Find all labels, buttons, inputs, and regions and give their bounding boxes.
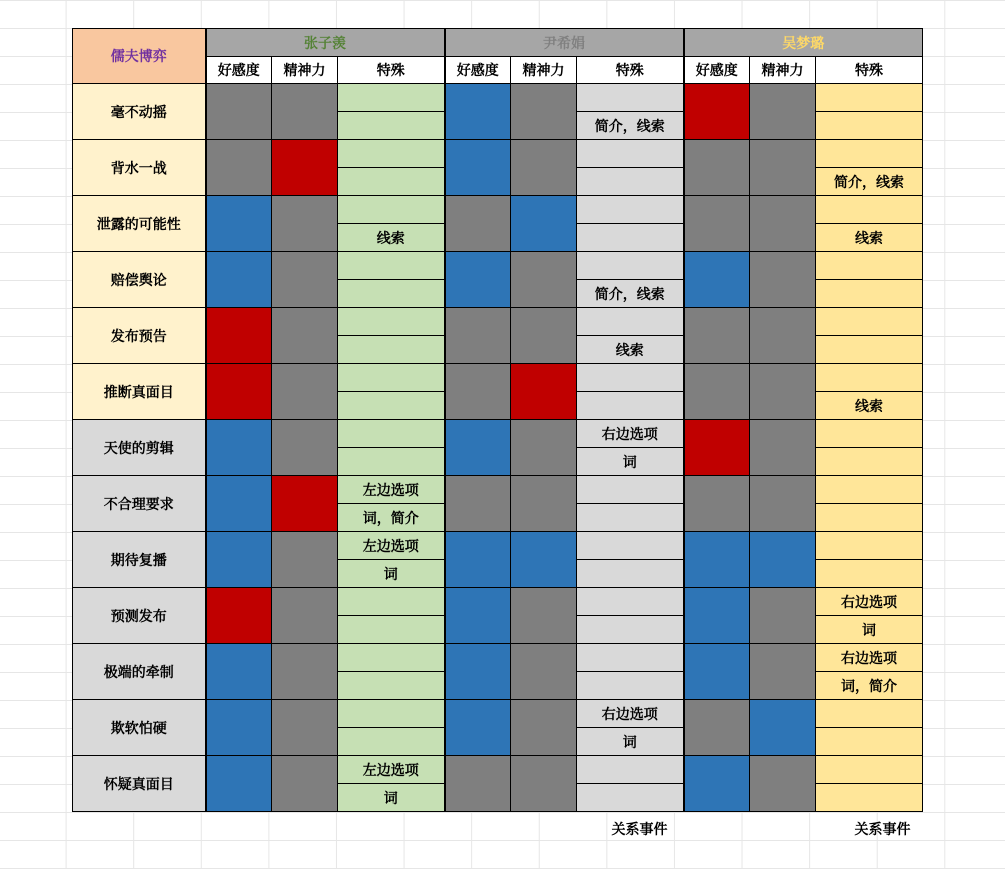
spirit-cell[interactable]: [511, 476, 577, 532]
favor-header[interactable]: 好感度: [206, 57, 272, 84]
special-cell[interactable]: [816, 252, 923, 280]
event-name-cell[interactable]: 毫不动摇: [73, 84, 206, 140]
table-row: [73, 84, 923, 112]
special-cell[interactable]: 词: [338, 560, 445, 588]
special-cell[interactable]: 线索: [338, 224, 445, 252]
special-cell[interactable]: [577, 308, 684, 336]
favor-cell[interactable]: [684, 644, 750, 700]
special-cell[interactable]: [816, 504, 923, 532]
special-cell[interactable]: [577, 532, 684, 560]
favor-cell[interactable]: [684, 756, 750, 812]
spirit-cell[interactable]: [511, 588, 577, 644]
special-cell[interactable]: [338, 336, 445, 364]
spirit-cell[interactable]: [511, 756, 577, 812]
event-name-cell[interactable]: 预测发布: [73, 588, 206, 644]
favor-cell[interactable]: [684, 420, 750, 476]
favor-cell[interactable]: [445, 308, 511, 364]
spirit-cell[interactable]: [272, 308, 338, 364]
special-cell[interactable]: [577, 756, 684, 784]
special-cell[interactable]: [577, 140, 684, 168]
spirit-cell[interactable]: [272, 140, 338, 196]
table-row: [73, 420, 923, 448]
special-cell[interactable]: [816, 280, 923, 308]
favor-cell[interactable]: [206, 364, 272, 420]
spirit-cell[interactable]: [511, 364, 577, 420]
spirit-cell[interactable]: [511, 644, 577, 700]
special-cell[interactable]: 左边选项: [338, 756, 445, 784]
spirit-cell[interactable]: [750, 84, 816, 140]
special-cell[interactable]: [338, 112, 445, 140]
spirit-cell[interactable]: [750, 420, 816, 476]
favor-cell[interactable]: [684, 532, 750, 588]
special-cell[interactable]: [338, 392, 445, 420]
special-cell[interactable]: 词: [577, 728, 684, 756]
special-cell[interactable]: [338, 252, 445, 280]
table-row: [73, 644, 923, 672]
spirit-cell[interactable]: [511, 532, 577, 588]
special-cell[interactable]: [816, 364, 923, 392]
special-cell[interactable]: [816, 560, 923, 588]
spirit-cell[interactable]: [511, 700, 577, 756]
special-cell[interactable]: 右边选项: [577, 700, 684, 728]
favor-cell[interactable]: [206, 308, 272, 364]
spirit-cell[interactable]: [511, 196, 577, 252]
special-cell[interactable]: [577, 616, 684, 644]
favor-cell[interactable]: [684, 588, 750, 644]
special-cell[interactable]: [577, 364, 684, 392]
spirit-cell[interactable]: [272, 756, 338, 812]
table-row: [73, 756, 923, 784]
spirit-cell[interactable]: [511, 84, 577, 140]
event-name-cell[interactable]: 背水一战: [73, 140, 206, 196]
special-cell[interactable]: [577, 476, 684, 504]
favor-cell[interactable]: [684, 308, 750, 364]
table-row: [73, 588, 923, 616]
special-cell[interactable]: [816, 336, 923, 364]
favor-cell[interactable]: [684, 196, 750, 252]
special-cell[interactable]: 线索: [816, 392, 923, 420]
special-cell[interactable]: 词，简介: [338, 504, 445, 532]
special-cell[interactable]: [816, 532, 923, 560]
footer-row: [0, 812, 1005, 842]
special-cell[interactable]: [816, 784, 923, 812]
spirit-cell[interactable]: [511, 140, 577, 196]
special-cell[interactable]: 词，简介: [816, 672, 923, 700]
spirit-cell[interactable]: [272, 588, 338, 644]
special-cell[interactable]: [577, 252, 684, 280]
favor-cell[interactable]: [445, 420, 511, 476]
favor-cell[interactable]: [684, 84, 750, 140]
table-row: [73, 308, 923, 336]
favor-cell[interactable]: [206, 532, 272, 588]
special-cell[interactable]: [816, 420, 923, 448]
favor-cell[interactable]: [445, 588, 511, 644]
favor-cell[interactable]: [206, 196, 272, 252]
event-name-cell[interactable]: 极端的牵制: [73, 644, 206, 700]
favor-cell[interactable]: [684, 700, 750, 756]
special-cell[interactable]: [816, 112, 923, 140]
special-cell[interactable]: [338, 280, 445, 308]
spirit-cell[interactable]: [750, 588, 816, 644]
special-cell[interactable]: [338, 84, 445, 112]
special-cell[interactable]: [577, 196, 684, 224]
character-header-2[interactable]: 尹希娟: [445, 29, 684, 57]
special-cell[interactable]: 左边选项: [338, 476, 445, 504]
favor-cell[interactable]: [445, 84, 511, 140]
special-cell[interactable]: 词: [338, 784, 445, 812]
event-name-cell[interactable]: 不合理要求: [73, 476, 206, 532]
special-header[interactable]: 特殊: [338, 57, 445, 84]
spirit-cell[interactable]: [750, 644, 816, 700]
spirit-cell[interactable]: [750, 700, 816, 756]
spirit-cell[interactable]: [272, 84, 338, 140]
spirit-cell[interactable]: [272, 364, 338, 420]
spirit-cell[interactable]: [511, 420, 577, 476]
special-cell[interactable]: 简介，线索: [577, 280, 684, 308]
special-cell[interactable]: [338, 672, 445, 700]
special-cell[interactable]: [577, 588, 684, 616]
event-name-cell[interactable]: 赔偿舆论: [73, 252, 206, 308]
special-cell[interactable]: [816, 84, 923, 112]
spirit-cell[interactable]: [272, 644, 338, 700]
special-cell[interactable]: [338, 308, 445, 336]
special-cell[interactable]: 词: [577, 448, 684, 476]
spirit-cell[interactable]: [750, 532, 816, 588]
spirit-cell[interactable]: [750, 196, 816, 252]
favor-cell[interactable]: [684, 476, 750, 532]
character-header-1[interactable]: 张子羡: [206, 29, 445, 57]
table-row: [73, 532, 923, 560]
special-cell[interactable]: [338, 644, 445, 672]
special-cell[interactable]: [577, 784, 684, 812]
spirit-header[interactable]: 精神力: [511, 57, 577, 84]
special-cell[interactable]: [816, 756, 923, 784]
special-header[interactable]: 特殊: [577, 57, 684, 84]
spirit-cell[interactable]: [750, 252, 816, 308]
special-cell[interactable]: 简介，线索: [816, 168, 923, 196]
spirit-cell[interactable]: [272, 476, 338, 532]
special-cell[interactable]: [816, 700, 923, 728]
table-title[interactable]: 儒夫博弈: [73, 29, 206, 84]
favor-cell[interactable]: [445, 756, 511, 812]
table-row: [73, 140, 923, 168]
favor-cell[interactable]: [445, 252, 511, 308]
spirit-cell[interactable]: [272, 532, 338, 588]
special-cell[interactable]: 线索: [577, 336, 684, 364]
event-name-cell[interactable]: 发布预告: [73, 308, 206, 364]
special-cell[interactable]: [338, 420, 445, 448]
special-cell[interactable]: 右边选项: [577, 420, 684, 448]
special-cell[interactable]: [338, 168, 445, 196]
favor-cell[interactable]: [445, 140, 511, 196]
table-row: [73, 196, 923, 224]
special-cell[interactable]: [816, 728, 923, 756]
favor-cell[interactable]: [206, 756, 272, 812]
event-name-cell[interactable]: 泄露的可能性: [73, 196, 206, 252]
spirit-cell[interactable]: [272, 700, 338, 756]
special-cell[interactable]: [577, 84, 684, 112]
favor-cell[interactable]: [206, 252, 272, 308]
table-row: [73, 252, 923, 280]
favor-header[interactable]: 好感度: [445, 57, 511, 84]
special-cell[interactable]: [338, 700, 445, 728]
special-cell[interactable]: [338, 448, 445, 476]
table-row: [73, 700, 923, 728]
spirit-cell[interactable]: [750, 308, 816, 364]
favor-cell[interactable]: [445, 532, 511, 588]
special-cell[interactable]: 线索: [816, 224, 923, 252]
spirit-cell[interactable]: [750, 140, 816, 196]
favor-cell[interactable]: [445, 476, 511, 532]
special-cell[interactable]: [577, 224, 684, 252]
special-cell[interactable]: [338, 588, 445, 616]
table-row: [73, 364, 923, 392]
favor-cell[interactable]: [206, 476, 272, 532]
favor-cell[interactable]: [445, 700, 511, 756]
special-cell[interactable]: [338, 196, 445, 224]
special-cell[interactable]: [816, 308, 923, 336]
relationship-event-label[interactable]: 关系事件: [854, 822, 911, 838]
special-cell[interactable]: [816, 476, 923, 504]
special-cell[interactable]: [338, 616, 445, 644]
special-cell[interactable]: [816, 448, 923, 476]
spirit-cell[interactable]: [750, 476, 816, 532]
favor-cell[interactable]: [445, 644, 511, 700]
special-cell[interactable]: [577, 560, 684, 588]
spirit-header[interactable]: 精神力: [272, 57, 338, 84]
spirit-header[interactable]: 精神力: [750, 57, 816, 84]
favor-cell[interactable]: [206, 644, 272, 700]
favor-header[interactable]: 好感度: [684, 57, 750, 84]
favor-cell[interactable]: [206, 84, 272, 140]
special-cell[interactable]: [577, 504, 684, 532]
spirit-cell[interactable]: [272, 196, 338, 252]
event-table: [72, 28, 923, 812]
special-cell[interactable]: [816, 196, 923, 224]
event-name-cell[interactable]: 推断真面目: [73, 364, 206, 420]
spirit-cell[interactable]: [272, 420, 338, 476]
event-name-cell[interactable]: 欺软怕硬: [73, 700, 206, 756]
event-name-cell[interactable]: 期待复播: [73, 532, 206, 588]
special-cell[interactable]: 右边选项: [816, 644, 923, 672]
spirit-cell[interactable]: [750, 756, 816, 812]
event-name-cell[interactable]: 怀疑真面目: [73, 756, 206, 812]
favor-cell[interactable]: [206, 420, 272, 476]
special-cell[interactable]: [577, 644, 684, 672]
spirit-cell[interactable]: [511, 308, 577, 364]
special-header[interactable]: 特殊: [816, 57, 923, 84]
favor-cell[interactable]: [684, 140, 750, 196]
favor-cell[interactable]: [684, 252, 750, 308]
favor-cell[interactable]: [206, 140, 272, 196]
character-header-3[interactable]: 吴梦璐: [684, 29, 923, 57]
favor-cell[interactable]: [684, 364, 750, 420]
favor-cell[interactable]: [445, 364, 511, 420]
special-cell[interactable]: [816, 140, 923, 168]
favor-cell[interactable]: [445, 196, 511, 252]
special-cell[interactable]: 右边选项: [816, 588, 923, 616]
special-cell[interactable]: [577, 672, 684, 700]
favor-cell[interactable]: [206, 588, 272, 644]
table-row: [73, 476, 923, 504]
special-cell[interactable]: 简介，线索: [577, 112, 684, 140]
special-cell[interactable]: 词: [816, 616, 923, 644]
favor-cell[interactable]: [206, 700, 272, 756]
spirit-cell[interactable]: [511, 252, 577, 308]
special-cell[interactable]: 左边选项: [338, 532, 445, 560]
relationship-event-label[interactable]: 关系事件: [611, 822, 668, 838]
special-cell[interactable]: [577, 392, 684, 420]
spirit-cell[interactable]: [272, 252, 338, 308]
special-cell[interactable]: [338, 364, 445, 392]
special-cell[interactable]: [338, 140, 445, 168]
special-cell[interactable]: [577, 168, 684, 196]
spirit-cell[interactable]: [750, 364, 816, 420]
special-cell[interactable]: [338, 728, 445, 756]
event-name-cell[interactable]: 天使的剪辑: [73, 420, 206, 476]
